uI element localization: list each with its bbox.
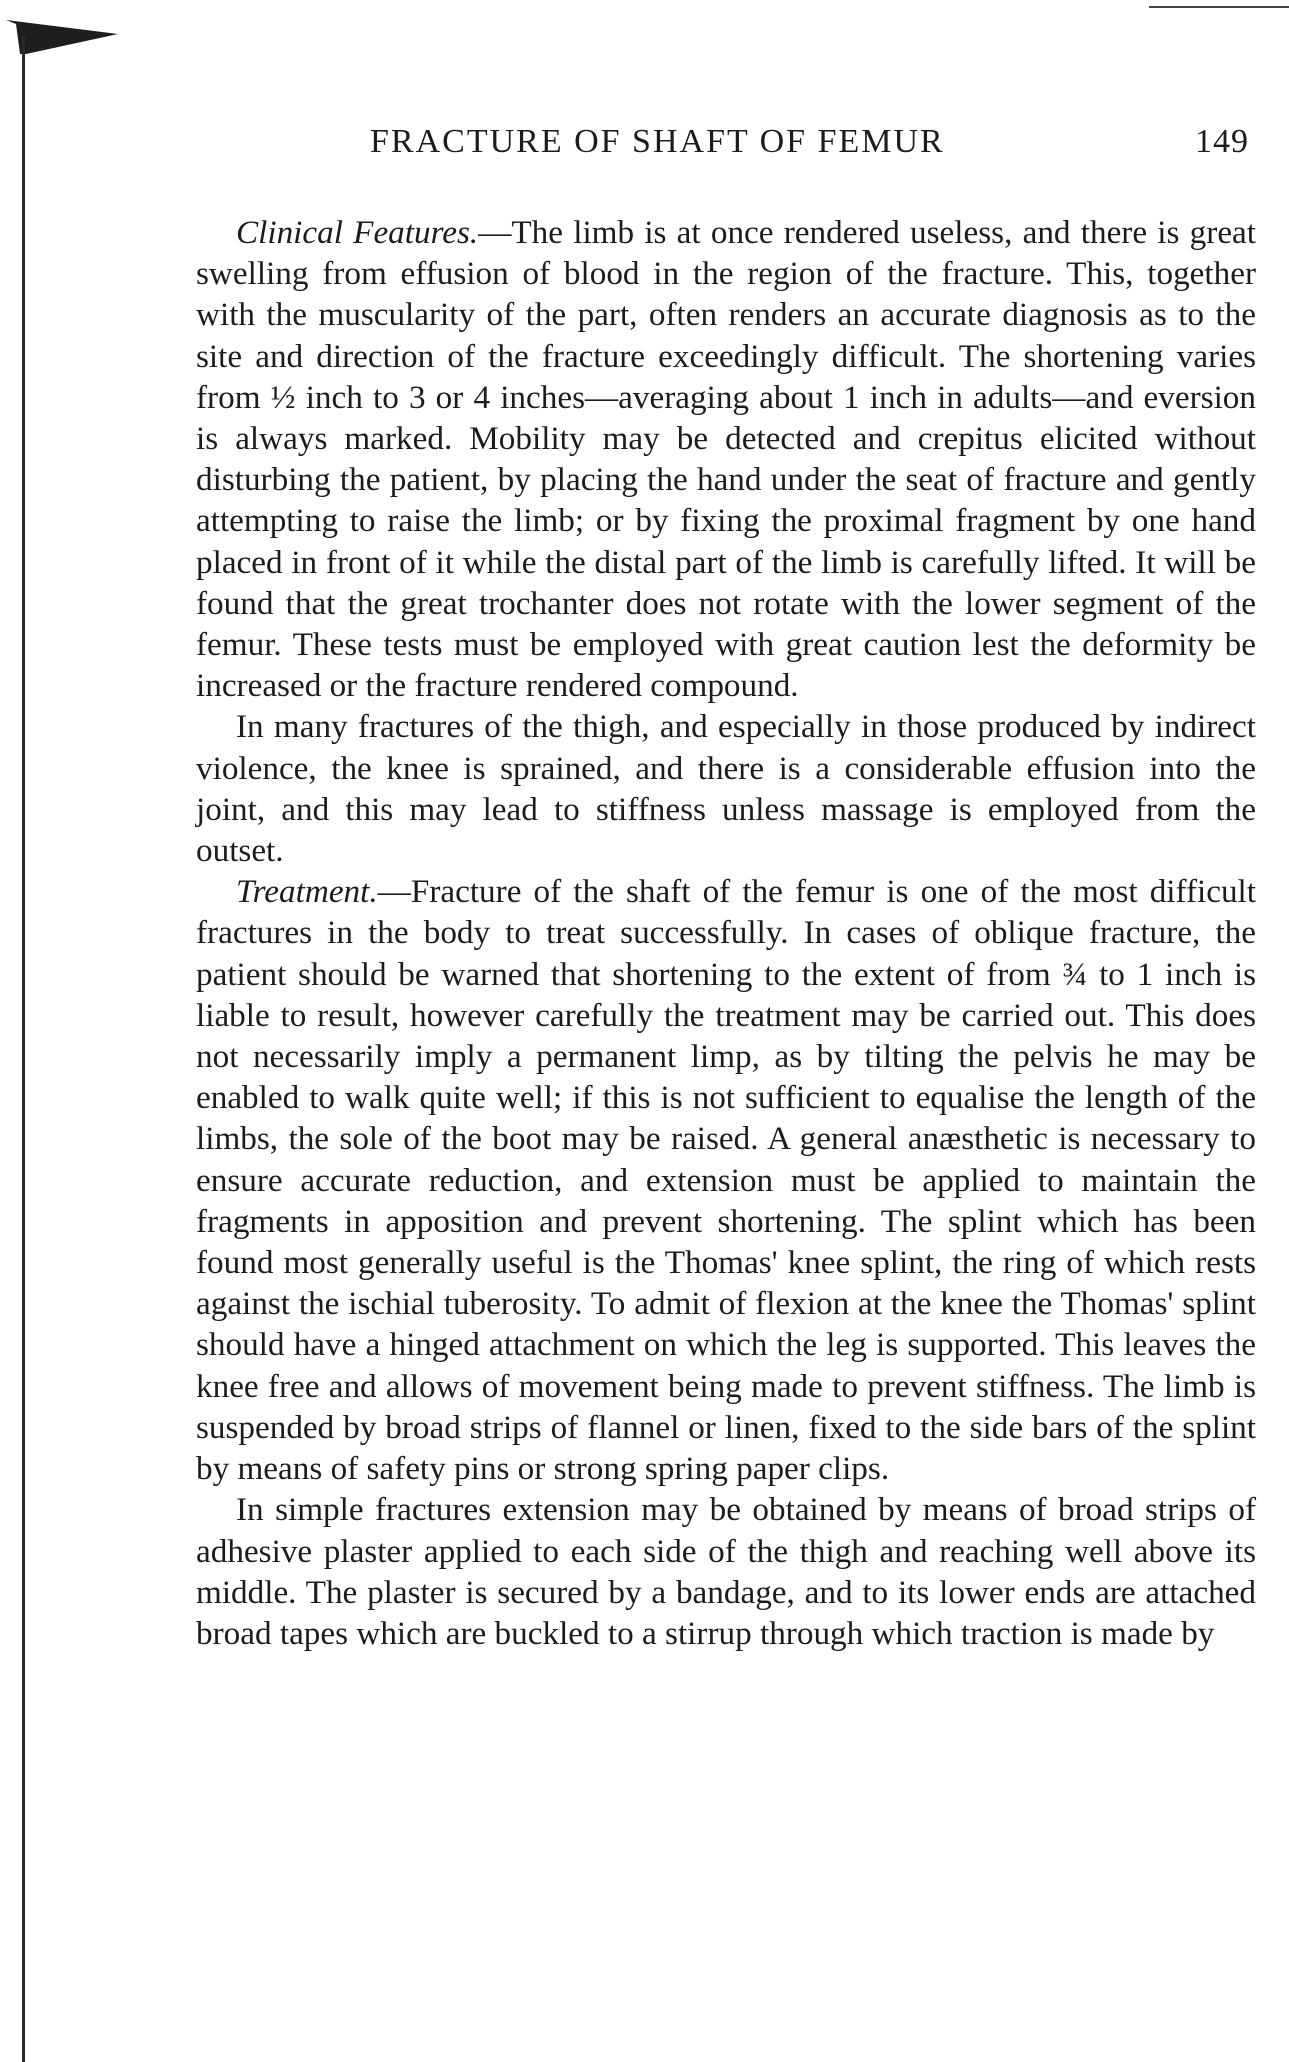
paragraph-text: In many fractures of the thigh, and especially in those produced by indirect violence, the knee is sprained, and there is a considerable effusion into the joint, and this may lead to stiffness unless massage is employed from the outset. xyxy=(196,708,1256,870)
running-head-title: FRACTURE OF SHAFT OF FEMUR xyxy=(370,123,945,160)
page-number: 149 xyxy=(1195,123,1249,160)
paragraph-text: In simple fractures extension may be obtained by means of broad strips of adhesive plaster applied to each side of the thigh and reaching well above its middle. The plaster is secured by a bandage, and to its lower ends are attached broad tapes which are buckled to a stirrup through which traction is made by xyxy=(196,1491,1256,1652)
top-edge-rule xyxy=(1149,6,1289,8)
running-head xyxy=(370,118,1249,166)
section-heading-clinical-features: Clinical Features. xyxy=(236,214,479,251)
body-text xyxy=(196,212,1256,1654)
paragraph-text: —Fracture of the shaft of the femur is one of the most difficult fractures in the body to treat successfully. In cases of oblique fracture, the patient should be warned that shortening to the extent of from ¾ to 1 inch is liable to result, however carefully the treatment may be carried out. This does not necessarily imply a permanent limp, as by tilting the pelvis he may be enabled to walk quite well; if this is not sufficient to equalise the length of the limbs, the sole of the boot may be raised. A general anæsthetic is necessary to ensure accurate reduction, and extension must be applied to maintain the fragments in apposition and prevent shortening. The splint which has been found most generally useful is the Thomas' knee splint, the ring of which rests against the ischial tuberosity. To admit of flexion at the knee the Thomas' splint should have a hinged attachment on which the leg is supported. This leaves the knee free and allows of movement being made to prevent stiffness. The limb is suspended by broad strips of flannel or linen, fixed to the side bars of the splint by means of safety pins or strong spring paper clips. xyxy=(196,873,1256,1488)
paragraph-text: —The limb is at once rendered useless, and there is great swelling from effusion of blood in the region of the fracture. This, together with the muscularity of the part, often renders an accurate diagnosis as to the site and direction of the fracture exceedingly difficult. The shortening varies from ½ inch to 3 or 4 inches—averaging about 1 inch in adults—and eversion is always marked. Mobility may be detected and crepitus elicited without disturbing the patient, by placing the hand under the seat of fracture and gently attempting to raise the limb; or by fixing the proximal fragment by one hand placed in front of it while the distal part of the limb is carefully lifted. It will be found that the great trochanter does not rotate with the lower segment of the femur. These tests must be employed with great caution lest the deformity be increased or the fracture rendered compound. xyxy=(196,214,1257,705)
paragraph-knee-sprain xyxy=(196,706,1256,871)
paragraph-simple-fractures xyxy=(196,1489,1256,1654)
paragraph-clinical-features xyxy=(196,212,1256,706)
paragraph-treatment xyxy=(196,871,1256,1489)
binding-margin-rule xyxy=(22,36,25,2062)
section-heading-treatment: Treatment. xyxy=(236,873,378,911)
